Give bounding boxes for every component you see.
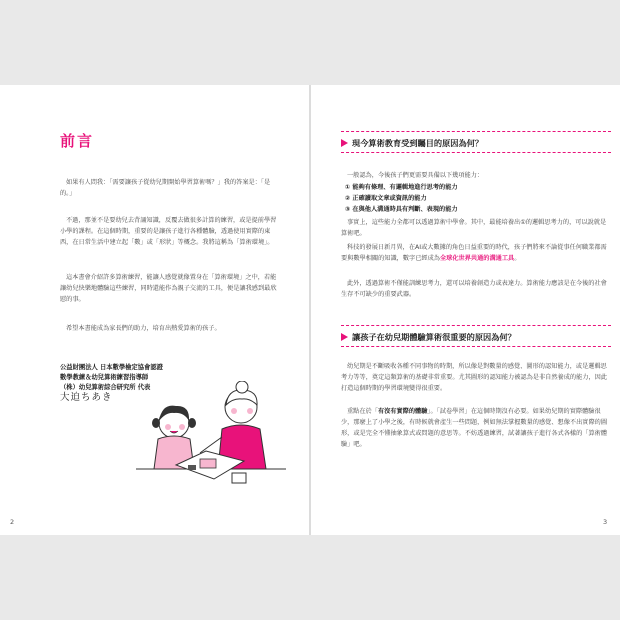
mother-child-illustration	[136, 381, 286, 503]
section1-paragraph-2: 科技的發展日新月異，在AI或大數據的角色日益重要的時代，孩子們將來不論從事任何職業都需要與數學相關的知識，數字已經成為全球化世界共通的溝通工具。	[341, 244, 607, 262]
left-page	[0, 85, 310, 535]
book-spread	[0, 85, 620, 535]
preface-title: 前言	[60, 132, 95, 150]
section1-paragraph-3: 此外，透過算術不僅能訓練思考力，還可以培養創造力或表達力。算術能力應該是在今後的社會生存不可缺少的重要武器。	[341, 280, 607, 298]
section2-top-rule	[341, 325, 611, 326]
author-name: 大迫ちあき	[60, 392, 113, 403]
section2-heading: 讓孩子在幼兒期體驗算術很重要的原因為何？	[341, 332, 611, 343]
page-number-left: 2	[10, 518, 15, 526]
highlight-global-tool: 全球化世界共通的溝通工具	[440, 255, 515, 262]
ability-item: ② 正確讀取文章或資訊的能力	[345, 195, 427, 203]
author-credential-1: 公益財團法人 日本數學檢定協會認證	[60, 364, 163, 371]
section1-paragraph-1: 事實上，這些能力全都可以透過算術中學會。其中，最能培養出①的邏輯思考力的，可以說就是算術吧。	[341, 219, 607, 237]
section1-top-rule	[341, 131, 611, 132]
section1-intro: 一般認為，今後孩子們更需要具備以下幾項能力：	[347, 172, 484, 179]
section2-bottom-rule	[341, 346, 611, 347]
highlight-real-experience: 有沒有實際的體驗	[377, 408, 428, 415]
ability-item: ③ 在與他人溝通時具有判斷、表現的能力	[345, 206, 458, 214]
author-credential-2: 數學教練＆幼兒算術練習指導師	[60, 374, 149, 381]
abilities-list	[345, 182, 607, 216]
preface-paragraph-1: 如果有人問我：「需要讓孩子從幼兒期開始學習算術嗎？」我的答案是：「是的。」	[60, 179, 271, 197]
triangle-bullet-icon	[341, 139, 348, 147]
ability-item: ① 能夠有條理、有邏輯地進行思考的能力	[345, 184, 458, 191]
page-number-right: 3	[603, 518, 608, 526]
right-page	[311, 85, 620, 535]
preface-paragraph-2: 不過，那並不是要幼兒去背誦知識，反覆去做很多計算的練習，或是提前學習小學的課程。在這個時期，重要的是讓孩子進行各種體驗，透過使用實際的東西，在日常生活中建立起「數」或「形狀」等概念。我將這稱為「算術環境」。	[60, 217, 277, 246]
section2-paragraph-1: 幼兒期是不斷吸收各種不同事物的時期，所以像是對數量的感覺、圖形的認知能力，或是邏輯思考力等等，奠定這類算術的基礎非常重要。尤其圖形的認知能力被認為是非自然養成的能力，因此打造這個時期的學習環境變得很重要。	[341, 363, 608, 392]
triangle-bullet-icon	[341, 333, 348, 341]
section2-paragraph-2: 重點在於「有沒有實際的體驗」。「試卷學習」在這個時期沒有必要。如果幼兒期的實際體驗很少，那麼上了小學之後，有時候就會產生一些問題，例如無法掌握數量的感覺、想像不出實際的圖形，或是完全不懂抽象算式或問題的意思等。不妨透過練習，試著讓孩子進行各式各樣的「算術體驗」吧。	[341, 408, 608, 448]
author-credential-3: （株）幼兒算術綜合研究所 代表	[60, 384, 151, 391]
section1-heading: 現今算術教育受到矚目的原因為何？	[341, 138, 611, 149]
section1-bottom-rule	[341, 152, 611, 153]
preface-paragraph-4: 希望本書能成為家長們的助力，培育出熱愛算術的孩子。	[66, 325, 221, 332]
preface-paragraph-3: 這本書會介紹許多算術練習，能讓人感覺就像置身在「算術環境」之中，若能讓幼兒快樂地體驗這些練習，同時還能作為親子交流的工具，便是讓我感到最欣慰的事。	[60, 274, 277, 303]
